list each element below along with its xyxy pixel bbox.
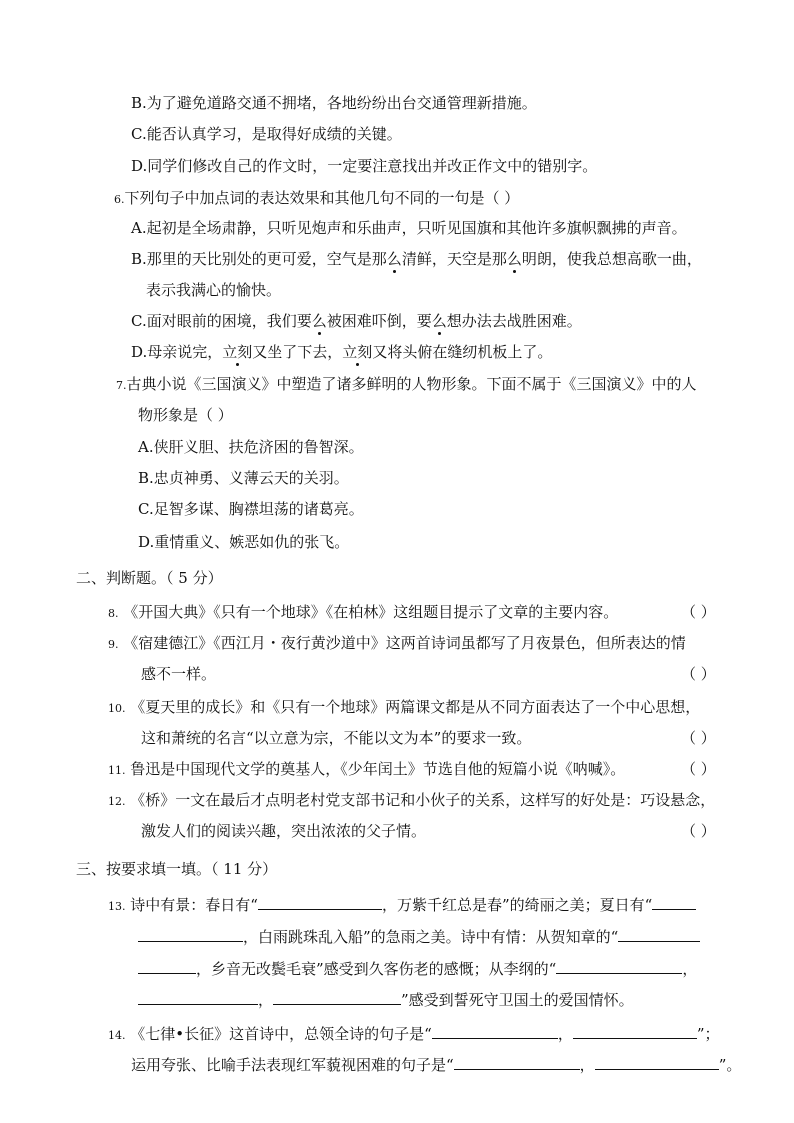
fill-blank[interactable] bbox=[652, 893, 696, 910]
q12-answer-parentheses[interactable]: （ ） bbox=[681, 822, 716, 840]
q11-number: 11. bbox=[108, 764, 126, 777]
q14-line-1 bbox=[108, 1022, 720, 1046]
q10-text: 《夏天里的成长》和《只有一个地球》两篇课文都是从不同方面表达了一个中心思想， bbox=[130, 698, 701, 716]
q13-text-4: ，乡音无改鬓毛衰”感受到久客伤老的感慨；从李纲的“ bbox=[196, 960, 557, 978]
q13-text-6: ， bbox=[258, 991, 274, 1009]
q9-question bbox=[108, 633, 686, 655]
q6-c-text-1: C.面对眼前的困境，我们要 bbox=[131, 312, 312, 330]
q6-d-text-3: 又将头俯在缝纫机板上了。 bbox=[372, 343, 553, 361]
q7-option-c: C.足智多谋、胸襟坦荡的诸葛亮。 bbox=[138, 500, 364, 518]
fill-blank[interactable] bbox=[595, 1053, 719, 1070]
fill-blank[interactable] bbox=[258, 893, 382, 910]
q5-option-b: B.为了避免道路交通不拥堵，各地纷纷出台交通管理新措施。 bbox=[131, 94, 537, 112]
q14-text-6: ”。 bbox=[718, 1056, 742, 1074]
q11-question bbox=[108, 759, 625, 781]
q9-number: 9. bbox=[108, 638, 119, 651]
q6-b-text-3: 明朗，使我总想高歌一曲， bbox=[521, 250, 702, 268]
q9-continued: 感不一样。 bbox=[141, 665, 217, 683]
q8-text: 《开国大典》《只有一个地球》《在柏林》这组题目提示了文章的主要内容。 bbox=[123, 603, 619, 621]
q12-continued: 激发人们的阅读兴趣，突出浓浓的父子情。 bbox=[141, 822, 427, 840]
section-3-title: 三、按要求填一填。（ 11 分） bbox=[76, 860, 278, 878]
q6-option-a: A.起初是全场肃静，只听见炮声和乐曲声，只听见国旗和其他许多旗帜飘拂的声音。 bbox=[131, 219, 687, 237]
dotted-word: 立刻 bbox=[222, 343, 253, 361]
q13-text-5: ， bbox=[682, 960, 698, 978]
q7-stem-continued: 物形象是（ ） bbox=[138, 406, 233, 424]
q13-line-1 bbox=[108, 893, 696, 917]
q13-text-2: ，万紫千红总是春”的绮丽之美；夏日有“ bbox=[381, 896, 653, 914]
q13-number: 13. bbox=[108, 900, 126, 913]
fill-blank[interactable] bbox=[556, 957, 682, 974]
q9-answer-parentheses[interactable]: （ ） bbox=[681, 665, 716, 683]
fill-blank[interactable] bbox=[618, 925, 700, 942]
q6-option-b bbox=[131, 249, 702, 269]
q13-text-7: ”感受到誓死守卫国土的爱国情怀。 bbox=[401, 991, 634, 1009]
dotted-word: 么 bbox=[506, 250, 522, 268]
dotted-word: 立刻 bbox=[342, 343, 373, 361]
q13-line-2 bbox=[138, 925, 700, 947]
q14-text-5: ， bbox=[579, 1056, 595, 1074]
fill-blank[interactable] bbox=[138, 925, 243, 942]
q10-question bbox=[108, 697, 700, 719]
q14-text-3: ”； bbox=[696, 1025, 720, 1043]
section-2-title: 二、判断题。（ 5 分） bbox=[76, 569, 223, 587]
q6-d-text-2: 又坐了下去， bbox=[252, 343, 343, 361]
q14-text-4: 运用夸张、比喻手法表现红军藐视困难的句子是“ bbox=[131, 1056, 454, 1074]
q10-number: 10. bbox=[108, 702, 126, 715]
q6-b-text-1: B.那里的天比别处的更可爱，空气是那 bbox=[131, 250, 387, 268]
q6-c-text-3: 想办法去战胜困难。 bbox=[446, 312, 582, 330]
dotted-word: 么 bbox=[386, 250, 402, 268]
q6-d-text-1: D.母亲说完， bbox=[131, 343, 223, 361]
fill-blank[interactable] bbox=[454, 1053, 580, 1070]
fill-blank[interactable] bbox=[273, 988, 401, 1005]
q12-number: 12. bbox=[108, 795, 126, 808]
q6-option-c bbox=[131, 311, 582, 331]
q9-text: 《宿建德江》《西江月・夜行黄沙道中》这两首诗词虽都写了月夜景色，但所表达的情 bbox=[123, 634, 686, 652]
q14-number: 14. bbox=[108, 1029, 126, 1042]
q10-continued: 这和萧统的名言“以立意为宗，不能以文为本”的要求一致。 bbox=[141, 729, 532, 747]
q8-question bbox=[108, 602, 618, 624]
q5-option-c: C.能否认真学习，是取得好成绩的关键。 bbox=[131, 125, 402, 143]
q5-option-d: D.同学们修改自己的作文时，一定要注意找出并改正作文中的错别字。 bbox=[131, 157, 598, 175]
q7-option-d: D.重情重义、嫉恶如仇的张飞。 bbox=[138, 533, 350, 551]
q13-line-3 bbox=[138, 957, 697, 979]
q14-line-2 bbox=[131, 1053, 741, 1075]
q7-option-a: A.侠肝义胆、扶危济困的鲁智深。 bbox=[138, 438, 364, 456]
fill-blank[interactable] bbox=[138, 988, 258, 1005]
fill-blank[interactable] bbox=[432, 1022, 558, 1039]
q6-b-text-2: 清鲜，天空是那 bbox=[401, 250, 507, 268]
q7-stem: 古典小说《三国演义》中塑造了诸多鲜明的人物形象。下面不属于《三国演义》中的人 bbox=[126, 375, 697, 393]
q11-answer-parentheses[interactable]: （ ） bbox=[681, 760, 716, 778]
dotted-word: 么 bbox=[311, 312, 327, 330]
q7-number: 7. bbox=[116, 379, 127, 392]
q6-stem: 下列句子中加点词的表达效果和其他几句不同的一句是（ ） bbox=[124, 189, 520, 207]
q8-answer-parentheses[interactable]: （ ） bbox=[681, 603, 716, 621]
q7-option-b: B.忠贞神勇、义薄云天的关羽。 bbox=[138, 469, 349, 487]
q11-text: 鲁迅是中国现代文学的奠基人，《少年闰土》节选自他的短篇小说《呐喊》。 bbox=[130, 760, 626, 778]
fill-blank[interactable] bbox=[573, 1022, 697, 1039]
q6-option-d bbox=[131, 342, 552, 362]
q13-text-3: ，白雨跳珠乱入船”的急雨之美。诗中有情：从贺知章的“ bbox=[243, 928, 619, 946]
q12-question bbox=[108, 790, 715, 812]
q6-option-b-continued: 表示我满心的愉快。 bbox=[146, 281, 282, 299]
q14-text-1: 《七律•长征》这首诗中，总领全诗的句子是“ bbox=[130, 1025, 432, 1043]
q12-text: 《桥》一文在最后才点明老村党支部书记和小伙子的关系，这样写的好处是：巧设悬念， bbox=[130, 791, 716, 809]
q6-question bbox=[114, 188, 519, 210]
q8-number: 8. bbox=[108, 607, 119, 620]
dotted-word: 么 bbox=[431, 312, 447, 330]
q6-number: 6. bbox=[114, 193, 125, 206]
q10-answer-parentheses[interactable]: （ ） bbox=[681, 729, 716, 747]
q13-text-1: 诗中有景：春日有“ bbox=[130, 896, 258, 914]
q13-line-4 bbox=[138, 988, 634, 1010]
q7-question bbox=[116, 374, 697, 396]
fill-blank[interactable] bbox=[138, 957, 196, 974]
q6-c-text-2: 被困难吓倒，要 bbox=[326, 312, 432, 330]
q14-text-2: ， bbox=[557, 1025, 573, 1043]
